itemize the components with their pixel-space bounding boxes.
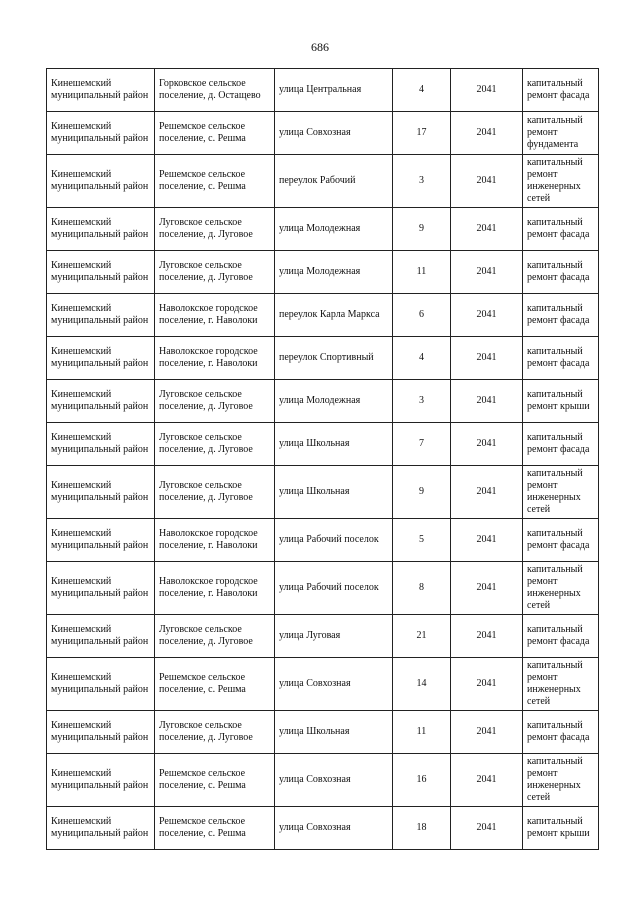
- work-type-cell: капитальный ремонт инженерных сетей: [523, 562, 599, 615]
- street-cell: улица Молодежная: [275, 251, 393, 294]
- settlement-cell: Наволокское городское поселение, г. Наволоки: [155, 337, 275, 380]
- year-cell: 2041: [451, 251, 523, 294]
- house-number-cell: 6: [393, 294, 451, 337]
- district-cell: Кинешемский муниципальный район: [47, 466, 155, 519]
- work-type-cell: капитальный ремонт фасада: [523, 519, 599, 562]
- street-cell: улица Луговая: [275, 615, 393, 658]
- house-number-cell: 11: [393, 251, 451, 294]
- district-cell: Кинешемский муниципальный район: [47, 380, 155, 423]
- settlement-cell: Луговское сельское поселение, д. Луговое: [155, 423, 275, 466]
- street-cell: улица Школьная: [275, 423, 393, 466]
- settlement-cell: Наволокское городское поселение, г. Наволоки: [155, 519, 275, 562]
- district-cell: Кинешемский муниципальный район: [47, 69, 155, 112]
- district-cell: Кинешемский муниципальный район: [47, 615, 155, 658]
- table-row: [47, 294, 599, 337]
- district-cell: Кинешемский муниципальный район: [47, 562, 155, 615]
- settlement-cell: Наволокское городское поселение, г. Наволоки: [155, 562, 275, 615]
- house-number-cell: 7: [393, 423, 451, 466]
- work-type-cell: капитальный ремонт крыши: [523, 807, 599, 850]
- year-cell: 2041: [451, 658, 523, 711]
- settlement-cell: Луговское сельское поселение, д. Луговое: [155, 251, 275, 294]
- work-type-cell: капитальный ремонт фасада: [523, 69, 599, 112]
- district-cell: Кинешемский муниципальный район: [47, 754, 155, 807]
- table-row: [47, 519, 599, 562]
- settlement-cell: Луговское сельское поселение, д. Луговое: [155, 208, 275, 251]
- district-cell: Кинешемский муниципальный район: [47, 519, 155, 562]
- settlement-cell: Решемское сельское поселение, с. Решма: [155, 754, 275, 807]
- street-cell: улица Молодежная: [275, 380, 393, 423]
- district-cell: Кинешемский муниципальный район: [47, 112, 155, 155]
- work-type-cell: капитальный ремонт фасада: [523, 294, 599, 337]
- settlement-cell: Решемское сельское поселение, с. Решма: [155, 155, 275, 208]
- work-type-cell: капитальный ремонт инженерных сетей: [523, 155, 599, 208]
- street-cell: улица Совхозная: [275, 658, 393, 711]
- year-cell: 2041: [451, 519, 523, 562]
- table-row: [47, 807, 599, 850]
- street-cell: переулок Спортивный: [275, 337, 393, 380]
- year-cell: 2041: [451, 294, 523, 337]
- house-number-cell: 9: [393, 208, 451, 251]
- settlement-cell: Наволокское городское поселение, г. Наволоки: [155, 294, 275, 337]
- year-cell: 2041: [451, 380, 523, 423]
- work-type-cell: капитальный ремонт инженерных сетей: [523, 466, 599, 519]
- settlement-cell: Луговское сельское поселение, д. Луговое: [155, 380, 275, 423]
- table-row: [47, 155, 599, 208]
- house-number-cell: 8: [393, 562, 451, 615]
- settlement-cell: Решемское сельское поселение, с. Решма: [155, 658, 275, 711]
- work-type-cell: капитальный ремонт фасада: [523, 208, 599, 251]
- table-row: [47, 69, 599, 112]
- settlement-cell: Решемское сельское поселение, с. Решма: [155, 807, 275, 850]
- district-cell: Кинешемский муниципальный район: [47, 337, 155, 380]
- work-type-cell: капитальный ремонт фундамента: [523, 112, 599, 155]
- repair-schedule-table: [46, 68, 599, 850]
- district-cell: Кинешемский муниципальный район: [47, 658, 155, 711]
- house-number-cell: 14: [393, 658, 451, 711]
- settlement-cell: Луговское сельское поселение, д. Луговое: [155, 711, 275, 754]
- street-cell: переулок Рабочий: [275, 155, 393, 208]
- table-body: [47, 69, 599, 850]
- house-number-cell: 9: [393, 466, 451, 519]
- table-row: [47, 251, 599, 294]
- table-row: [47, 658, 599, 711]
- street-cell: улица Центральная: [275, 69, 393, 112]
- work-type-cell: капитальный ремонт крыши: [523, 380, 599, 423]
- work-type-cell: капитальный ремонт фасада: [523, 337, 599, 380]
- settlement-cell: Решемское сельское поселение, с. Решма: [155, 112, 275, 155]
- year-cell: 2041: [451, 615, 523, 658]
- street-cell: улица Школьная: [275, 466, 393, 519]
- district-cell: Кинешемский муниципальный район: [47, 208, 155, 251]
- year-cell: 2041: [451, 337, 523, 380]
- house-number-cell: 3: [393, 155, 451, 208]
- district-cell: Кинешемский муниципальный район: [47, 423, 155, 466]
- work-type-cell: капитальный ремонт фасада: [523, 423, 599, 466]
- street-cell: улица Молодежная: [275, 208, 393, 251]
- year-cell: 2041: [451, 711, 523, 754]
- district-cell: Кинешемский муниципальный район: [47, 807, 155, 850]
- page-number: 686: [311, 40, 329, 54]
- year-cell: 2041: [451, 562, 523, 615]
- table-row: [47, 615, 599, 658]
- work-type-cell: капитальный ремонт фасада: [523, 615, 599, 658]
- house-number-cell: 11: [393, 711, 451, 754]
- settlement-cell: Луговское сельское поселение, д. Луговое: [155, 615, 275, 658]
- table-row: [47, 423, 599, 466]
- year-cell: 2041: [451, 466, 523, 519]
- district-cell: Кинешемский муниципальный район: [47, 155, 155, 208]
- year-cell: 2041: [451, 754, 523, 807]
- table-row: [47, 711, 599, 754]
- settlement-cell: Горковское сельское поселение, д. Остащево: [155, 69, 275, 112]
- street-cell: улица Рабочий поселок: [275, 519, 393, 562]
- district-cell: Кинешемский муниципальный район: [47, 294, 155, 337]
- street-cell: улица Совхозная: [275, 807, 393, 850]
- year-cell: 2041: [451, 112, 523, 155]
- house-number-cell: 5: [393, 519, 451, 562]
- house-number-cell: 3: [393, 380, 451, 423]
- street-cell: переулок Карла Маркса: [275, 294, 393, 337]
- table-row: [47, 754, 599, 807]
- district-cell: Кинешемский муниципальный район: [47, 711, 155, 754]
- table-row: [47, 112, 599, 155]
- table-row: [47, 337, 599, 380]
- work-type-cell: капитальный ремонт фасада: [523, 251, 599, 294]
- year-cell: 2041: [451, 423, 523, 466]
- year-cell: 2041: [451, 807, 523, 850]
- street-cell: улица Школьная: [275, 711, 393, 754]
- work-type-cell: капитальный ремонт инженерных сетей: [523, 754, 599, 807]
- work-type-cell: капитальный ремонт фасада: [523, 711, 599, 754]
- house-number-cell: 16: [393, 754, 451, 807]
- district-cell: Кинешемский муниципальный район: [47, 251, 155, 294]
- house-number-cell: 4: [393, 337, 451, 380]
- house-number-cell: 4: [393, 69, 451, 112]
- house-number-cell: 21: [393, 615, 451, 658]
- year-cell: 2041: [451, 155, 523, 208]
- year-cell: 2041: [451, 208, 523, 251]
- work-type-cell: капитальный ремонт инженерных сетей: [523, 658, 599, 711]
- table-row: [47, 562, 599, 615]
- settlement-cell: Луговское сельское поселение, д. Луговое: [155, 466, 275, 519]
- table-row: [47, 380, 599, 423]
- street-cell: улица Совхозная: [275, 754, 393, 807]
- table-row: [47, 208, 599, 251]
- house-number-cell: 18: [393, 807, 451, 850]
- year-cell: 2041: [451, 69, 523, 112]
- table-row: [47, 466, 599, 519]
- street-cell: улица Рабочий поселок: [275, 562, 393, 615]
- street-cell: улица Совхозная: [275, 112, 393, 155]
- house-number-cell: 17: [393, 112, 451, 155]
